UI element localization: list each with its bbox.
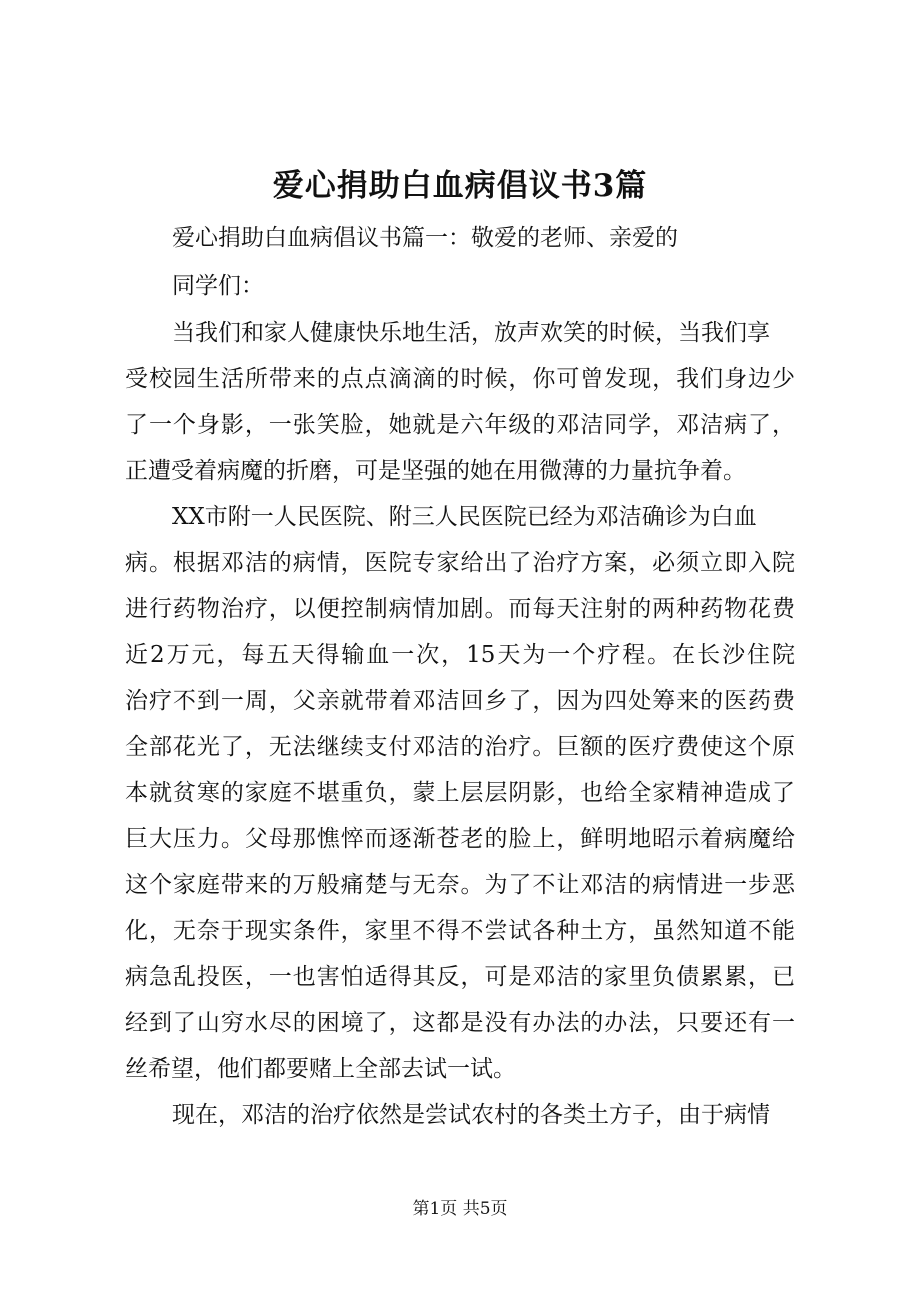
text-line: 当我们和家人健康快乐地生活，放声欢笑的时候，当我们享 [172, 320, 770, 346]
page-number-footer: 第1页 共5页 [412, 1199, 508, 1219]
text-line: 这个家庭带来的万般痛楚与无奈。为了不让邓洁的病情进一步恶 [125, 872, 795, 898]
text-line: 经到了山穷水尽的困境了，这都是没有办法的办法，只要还有一 [125, 1010, 795, 1036]
text-line: 近2万元，每五天得输血一次，15天为一个疗程。在长沙住院 [125, 642, 795, 668]
text-line: 进行药物治疗，以便控制病情加剧。而每天注射的两种药物花费 [125, 596, 795, 622]
text-line: 本就贫寒的家庭不堪重负，蒙上层层阴影，也给全家精神造成了 [125, 780, 795, 806]
text-line: 了一个身影，一张笑脸，她就是六年级的邓洁同学，邓洁病了， [125, 412, 795, 438]
text-line: 巨大压力。父母那憔悴而逐渐苍老的脸上，鲜明地昭示着病魔给 [125, 826, 795, 852]
document-title: 爱心捐助白血病倡议书3篇 [272, 168, 648, 204]
text-line: 治疗不到一周，父亲就带着邓洁回乡了，因为四处筹来的医药费 [125, 688, 795, 714]
text-line: 病急乱投医，一也害怕适得其反，可是邓洁的家里负债累累，已 [125, 964, 795, 990]
greeting-line: 同学们： [172, 273, 264, 299]
text-line: 受校园生活所带来的点点滴滴的时候，你可曾发现，我们身边少 [125, 366, 795, 392]
text-line: 化，无奈于现实条件，家里不得不尝试各种土方，虽然知道不能 [125, 918, 795, 944]
text-line: 全部花光了，无法继续支付邓洁的治疗。巨额的医疗费使这个原 [125, 734, 795, 760]
text-line: 正遭受着病魔的折磨，可是坚强的她在用微薄的力量抗争着。 [125, 458, 746, 484]
subtitle-line: 爱心捐助白血病倡议书篇一：敬爱的老师、亲爱的 [172, 225, 678, 251]
text-line: 现在，邓洁的治疗依然是尝试农村的各类土方子，由于病情 [172, 1102, 770, 1128]
text-line: XX市附一人民医院、附三人民医院已经为邓洁确诊为白血 [172, 504, 757, 530]
text-line: 病。根据邓洁的病情，医院专家给出了治疗方案，必须立即入院 [125, 550, 795, 576]
text-line: 丝希望，他们都要赌上全部去试一试。 [125, 1056, 516, 1082]
